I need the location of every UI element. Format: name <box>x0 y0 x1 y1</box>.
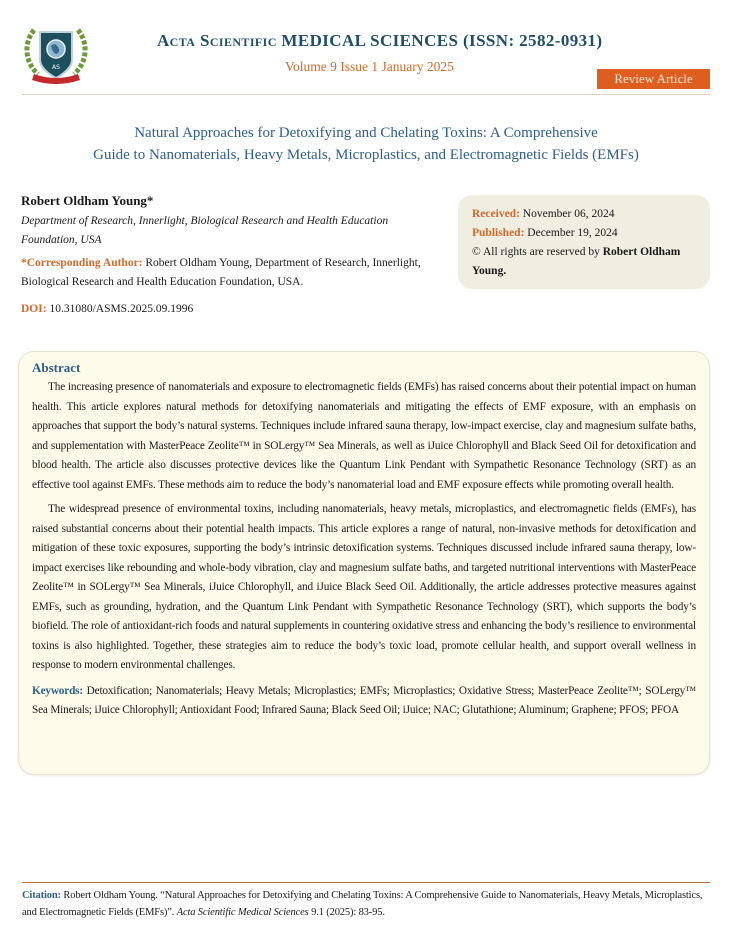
author-name: Robert Oldham Young* <box>21 193 154 208</box>
citation-text: Robert Oldham Young. “Natural Approaches for Detoxifying and Chelating Toxins: A Comprehensive Guide to Nanomaterials, Heavy Metals, Microplastics, and Electromagnetic Fields (EMFs)”. <box>22 890 703 918</box>
author-affiliation: Department of Research, Innerlight, Biological Research and Health Education Foundation, USA <box>21 215 389 246</box>
citation-ref: 9.1 (2025): 83-95. <box>308 907 385 918</box>
logo-text: AS <box>52 64 60 71</box>
abstract-heading: Abstract <box>32 360 81 375</box>
article-title <box>0 122 732 166</box>
abstract-paragraph: The increasing presence of nanomaterials and exposure to electromagnetic fields (EMFs) has raised concerns about their potential impact on human health. This article explores natural methods for detoxifying nanomaterials and mitigating the effects of EMF exposure, with an emphasis on approaches that support the body’s natural systems. Techniques include infrared sauna therapy, low-impact exercise, clay and magnesium sulfate baths, and supplementation with MasterPeace Zeolite™ in SOLergy™ Sea Minerals, as well as iJuice Chlorophyll and Black Seed Oil for detoxification and blood health. The article also discusses protective devices like the Quantum Link Pendant with Sympathetic Resonance Technology (SRT) as an effective tool against EMFs. These methods aim to reduce the body’s nanomaterial load and EMF exposure effects while promoting overall health. <box>32 381 696 491</box>
title-line-1: Natural Approaches for Detoxifying and Chelating Toxins: A Comprehensive <box>134 125 598 141</box>
issue-info: Volume 9 Issue 1 January 2025 <box>285 59 454 74</box>
header-divider <box>22 94 710 95</box>
keywords-text: Detoxification; Nanomaterials; Heavy Metals; Microplastics; EMFs; Microplastics; Oxidative Stress; MasterPeace Zeolite™; SOLergy™ Sea Minerals; iJuice Chlorophyll; Antioxidant Food; Infrared Sauna; Black Seed Oil; iJuice; NAC; Glutathione; Aluminum; Graphene; PFOS; PFOA <box>32 684 696 716</box>
corresponding-text: Robert Oldham Young, Department of Research, Innerlight, Biological Research and Health Education Foundation, USA. <box>21 257 421 288</box>
published-date <box>472 224 696 243</box>
footer-divider <box>22 882 710 883</box>
rights-text: © All rights are reserved by <box>472 246 603 258</box>
doi-label: DOI: <box>21 303 47 315</box>
received-date <box>472 205 696 224</box>
title-line-2: Guide to Nanomaterials, Heavy Metals, Microplastics, and Electromagnetic Fields (EMFs) <box>93 147 639 163</box>
received-value: November 06, 2024 <box>519 208 615 220</box>
citation-journal: Acta Scientific Medical Sciences <box>176 907 309 918</box>
journal-logo <box>20 22 92 88</box>
abstract-box <box>18 351 710 775</box>
doi-value[interactable]: 10.31080/ASMS.2025.09.1996 <box>46 303 194 315</box>
citation <box>22 887 712 921</box>
journal-title: Acta Scientific MEDICAL SCIENCES (ISSN: 2582-0931) <box>157 31 603 50</box>
keywords <box>32 682 696 721</box>
article-type-badge: Review Article <box>597 69 710 89</box>
keywords-label: Keywords: <box>32 684 83 697</box>
corresponding-label: *Corresponding Author: <box>21 257 143 269</box>
received-label: Received: <box>472 208 520 220</box>
published-value: December 19, 2024 <box>524 227 618 239</box>
doi <box>21 303 193 315</box>
dates-box <box>458 195 710 289</box>
citation-label: Citation: <box>22 890 61 901</box>
rights-holder: Robert Oldham Young. <box>472 246 681 277</box>
corresponding-author <box>21 254 421 292</box>
abstract-paragraph: The widespread presence of environmental toxins, including nanomaterials, heavy metals, microplastics, and electromagnetic fields (EMFs), has raised substantial concerns about their potential health impacts. This article explores a range of natural, non-invasive methods for detoxification and mitigation of these toxic exposures, supporting the body’s intrinsic detoxification systems. Techniques discussed include infrared sauna therapy, low-impact exercises like rebounding and whole-body vibration, clay and magnesium sulfate baths, and targeted nutritional interventions with MasterPeace Zeolite™ in SOLergy™ Sea Minerals, iJuice Chlorophyll, and iJuice Black Seed Oil. Additionally, the article addresses protective measures against EMFs, such as grounding, hydration, and the Quantum Link Pendant with Sympathetic Resonance Technology (SRT), which supports the body’s biofield. The role of antioxidant-rich foods and natural supplements in countering oxidative stress and enhancing the body’s resilience to environmental toxins is also highlighted. Together, these strategies aim to reduce the body’s toxic load, promote cellular health, and support overall wellness in response to modern environmental challenges. <box>32 503 696 671</box>
published-label: Published: <box>472 227 525 239</box>
rights-notice <box>472 243 696 281</box>
